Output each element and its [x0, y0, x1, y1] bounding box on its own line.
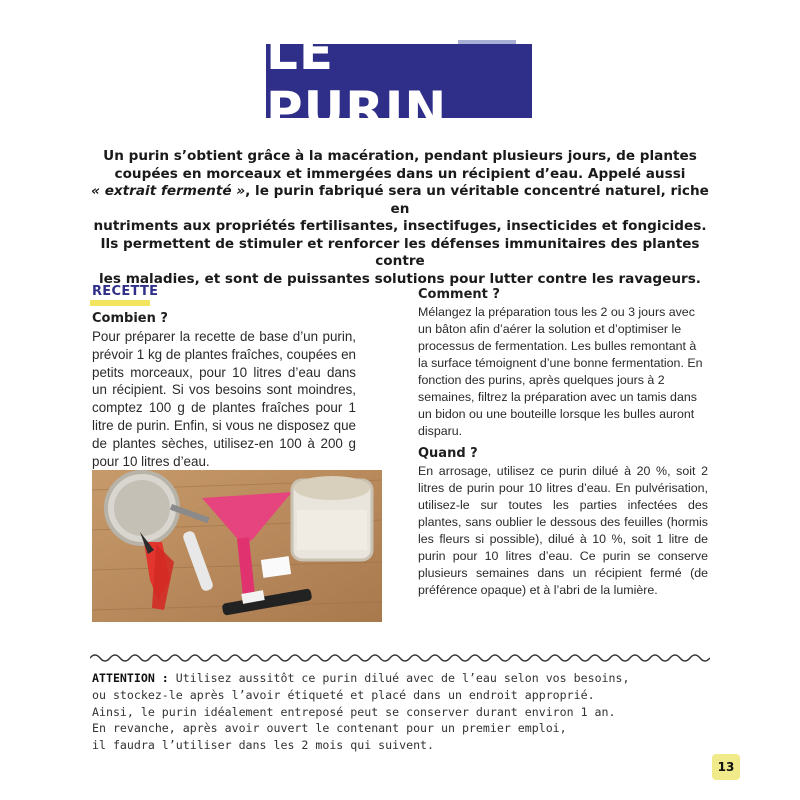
intro-line: les maladies, et sont de puissantes solutions pour lutter contre les ravageurs. — [99, 270, 701, 287]
attention-label: ATTENTION : — [92, 671, 169, 685]
tools-photo — [92, 470, 382, 622]
attention-text: Utilisez aussitôt ce purin dilué avec de l’eau selon vos besoins, ou stockez-le après l’avoir étiqueté et placé dans un endroit approprié. Ainsi, le purin idéalement entreposé peut se conserver durant environ 1 an. En revanche, après avoir ouvert le contenant pour un premier emploi, il faudra l’utiliser dans les 2 mois qui suivent. — [92, 671, 630, 753]
comment-text: Mélangez la préparation tous les 2 ou 3 jours avec un bâton afin d’aérer la solution et d’optimiser le processus de fermentation. Les bulles remontant à la surface témoignent d’une bonne fermentation. En fonction des purins, après quelques jours à 2 semaines, filtrez la préparation avec un tamis dans un bidon ou une bouteille lorsque les bulles auront disparu. — [418, 305, 703, 438]
title-banner — [266, 23, 532, 139]
wavy-divider — [90, 652, 710, 664]
recette-highlight — [90, 300, 150, 306]
comment-heading: Comment ? — [418, 287, 500, 302]
recette-label: RECETTE — [92, 284, 159, 299]
quand-heading: Quand ? — [418, 446, 478, 461]
intro-line: Ils permettent de stimuler et renforcer les défenses immunitaires des plantes contre — [100, 235, 700, 269]
page-number: 13 — [712, 754, 740, 780]
intro-line: Un purin s’obtient grâce à la macération, pendant plusieurs jours, de plantes — [103, 148, 697, 164]
tools-photo-illustration — [92, 470, 382, 622]
quand-text: En arrosage, utilisez ce purin dilué à 20 %, soit 2 litres de purin pour 10 litres d’eau. En pulvérisation, utilisez-le sur toutes les parties infectées des plantes, sans oublier le dessous des feuilles (hormis les fleurs si possible), dilué à 10 %, soit 1 litre de purin pour 10 litres d’eau. Ce purin se conserve plusieurs semaines dans un récipient fermé (de préférence opaque) et à l’abri de la lumière. — [418, 464, 708, 597]
intro-line: coupées en morceaux et immergées dans un récipient d’eau. Appelé aussi — [114, 165, 686, 182]
intro-emphasis: « extrait fermenté » — [91, 183, 246, 199]
intro-paragraph — [90, 148, 710, 288]
intro-line — [90, 183, 710, 218]
combien-text: Pour préparer la recette de base d’un purin, prévoir 1 kg de plantes fraîches, coupées en petits morceaux, pour 10 litres d’eau dans un récipient. Si vos besoins sont moindres, comptez 100 g de plantes fraîches pour 1 litre de purin. Enfin, si vous ne disposez que de plantes sèches, utilisez-en 100 à 200 g pour 10 litres d’eau. — [92, 329, 356, 469]
title-box — [266, 23, 532, 139]
page-title: LE PURIN — [266, 23, 448, 139]
attention-box — [92, 670, 712, 754]
intro-line-rest: , le purin fabriqué sera un véritable concentré naturel, riche en — [245, 183, 709, 217]
intro-line: nutriments aux propriétés fertilisantes, insectifuges, insecticides et fongicides. — [93, 218, 707, 234]
combien-heading: Combien ? — [92, 311, 168, 326]
